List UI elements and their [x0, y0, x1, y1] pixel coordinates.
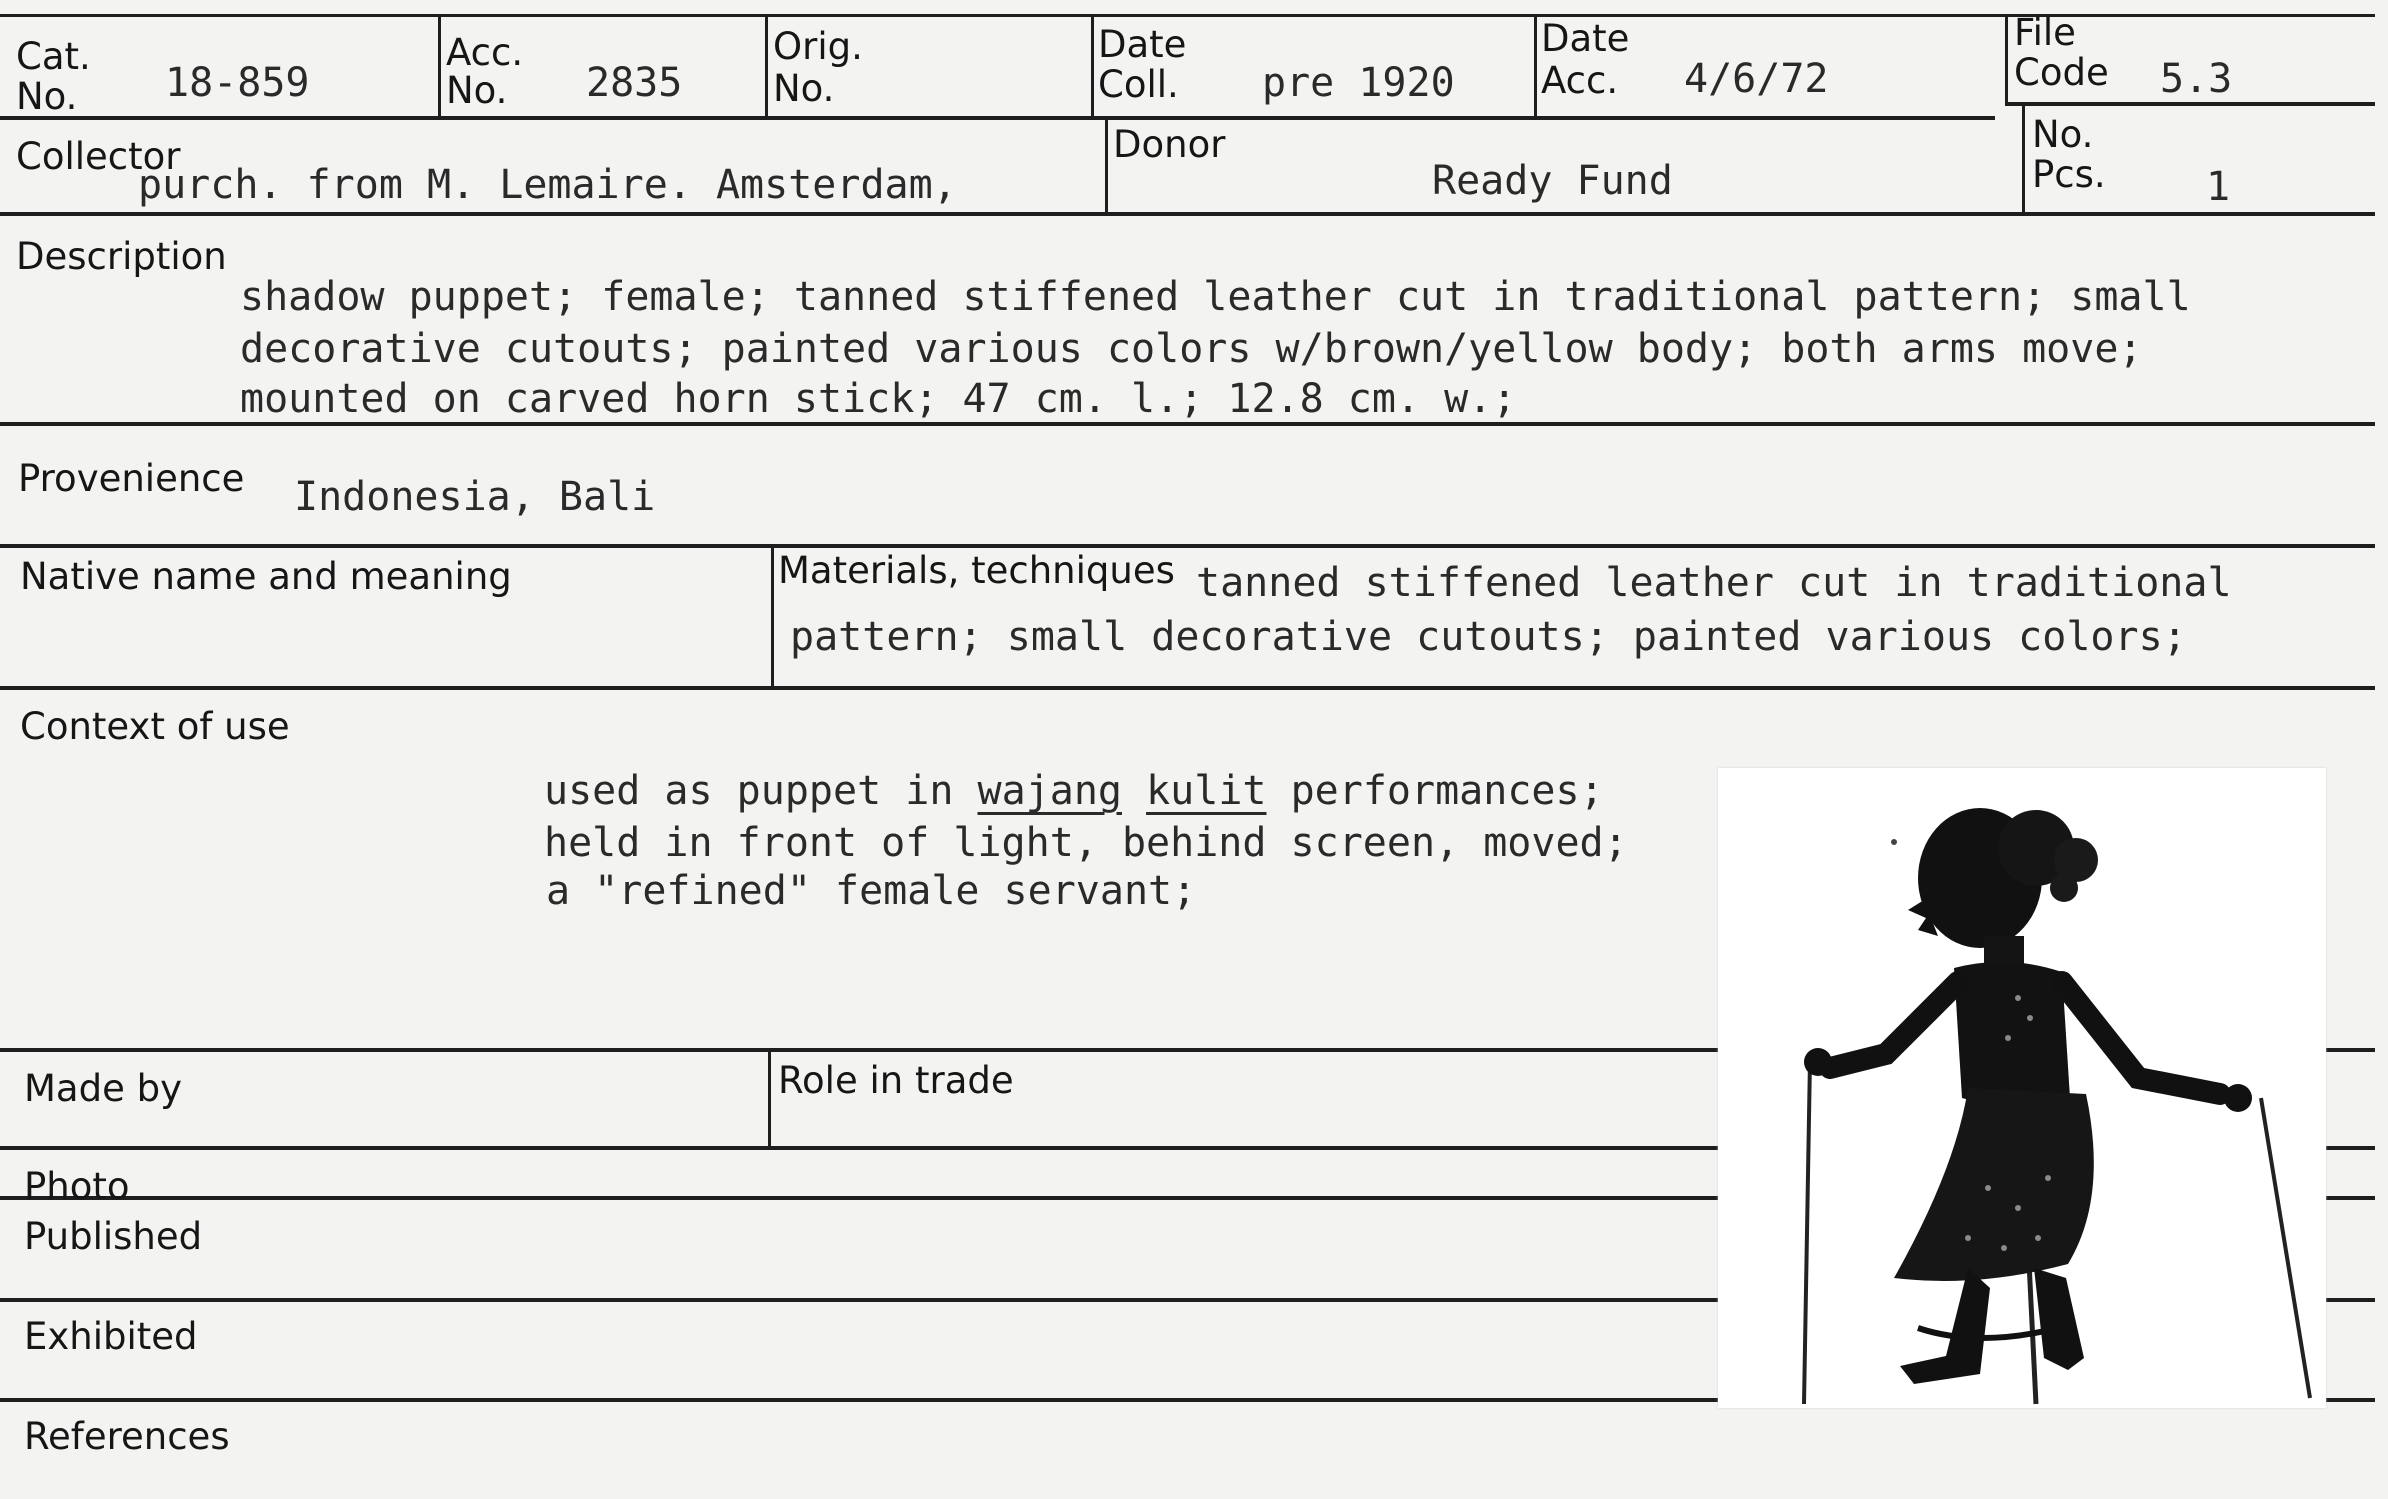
collector-value: purch. from M. Lemaire. Amsterdam,	[138, 162, 957, 208]
published-label: Published	[24, 1215, 203, 1258]
date-acc-label-2: Acc.	[1541, 59, 1619, 102]
description-line-3: mounted on carved horn stick; 47 cm. l.; 12.8 cm. w.;	[240, 376, 1517, 422]
divider-donor-pcs	[2022, 104, 2025, 214]
divider-dateacc-filecode	[2005, 14, 2008, 104]
no-pcs-label-2: Pcs.	[2032, 153, 2106, 196]
divider-madeby-role	[768, 1048, 771, 1148]
cat-no-label-2: No.	[16, 75, 78, 118]
context-label: Context of use	[20, 705, 290, 748]
context-term-kulit: kulit	[1146, 768, 1267, 814]
date-acc-label-1: Date	[1541, 17, 1630, 60]
divider-collector-donor	[1105, 116, 1108, 214]
provenience-label: Provenience	[18, 457, 245, 500]
no-pcs-value: 1	[2206, 164, 2231, 210]
rule-row2-bottom	[0, 212, 2375, 216]
cat-no-label-1: Cat.	[16, 35, 91, 78]
context-line-1	[544, 766, 1604, 816]
date-acc-value: 4/6/72	[1684, 56, 1829, 102]
file-code-label-2: Code	[2014, 51, 2109, 94]
made-by-label: Made by	[24, 1067, 182, 1110]
context-line-1-post: performances;	[1266, 768, 1604, 814]
donor-label: Donor	[1113, 123, 1226, 166]
cat-no-value: 18-859	[165, 60, 310, 106]
date-coll-label-1: Date	[1098, 23, 1187, 66]
divider-cat-acc	[438, 14, 441, 118]
collector-label: Collector	[16, 135, 181, 178]
native-name-label: Native name and meaning	[20, 555, 512, 598]
orig-no-label-2: No.	[773, 67, 835, 110]
orig-no-label-1: Orig.	[773, 25, 863, 68]
context-line-2: held in front of light, behind screen, moved;	[544, 820, 1628, 866]
acc-no-value: 2835	[586, 60, 683, 106]
divider-acc-orig	[765, 14, 768, 118]
date-coll-value: pre 1920	[1262, 60, 1455, 106]
materials-label: Materials, techniques	[778, 549, 1175, 592]
acc-no-label-2: No.	[446, 69, 508, 112]
materials-line-1: tanned stiffened leather cut in traditional	[1196, 560, 2232, 606]
context-term-wajang: wajang	[977, 768, 1122, 814]
file-code-label-1: File	[2014, 11, 2076, 54]
no-pcs-label-1: No.	[2032, 113, 2094, 156]
provenience-value: Indonesia, Bali	[294, 474, 656, 520]
acc-no-label-1: Acc.	[446, 31, 524, 74]
date-coll-label-2: Coll.	[1098, 63, 1179, 106]
donor-value: Ready Fund	[1432, 158, 1673, 204]
description-line-2: decorative cutouts; painted various colors w/brown/yellow body; both arms move;	[240, 326, 2143, 372]
shadow-puppet-icon	[1718, 768, 2326, 1408]
rule-provenience-bottom	[0, 544, 2375, 548]
description-label: Description	[16, 235, 227, 278]
photo-label: Photo	[24, 1165, 130, 1208]
divider-native-materials	[771, 544, 774, 688]
rule-native-bottom	[0, 686, 2375, 690]
role-in-trade-label: Role in trade	[778, 1059, 1014, 1102]
materials-line-2: pattern; small decorative cutouts; painted various colors;	[790, 614, 2187, 660]
rule-header-bottom	[0, 116, 1995, 120]
context-line-1-pre: used as puppet in	[544, 768, 978, 814]
context-line-3: a "refined" female servant;	[546, 868, 1197, 914]
divider-orig-datecoll	[1091, 14, 1094, 118]
exhibited-label: Exhibited	[24, 1315, 198, 1358]
file-code-value: 5.3	[2160, 56, 2233, 102]
description-line-1: shadow puppet; female; tanned stiffened leather cut in traditional pattern; small	[240, 274, 2191, 320]
references-label: References	[24, 1415, 230, 1458]
puppet-photo	[1718, 768, 2326, 1408]
divider-datecoll-dateacc	[1534, 14, 1537, 118]
